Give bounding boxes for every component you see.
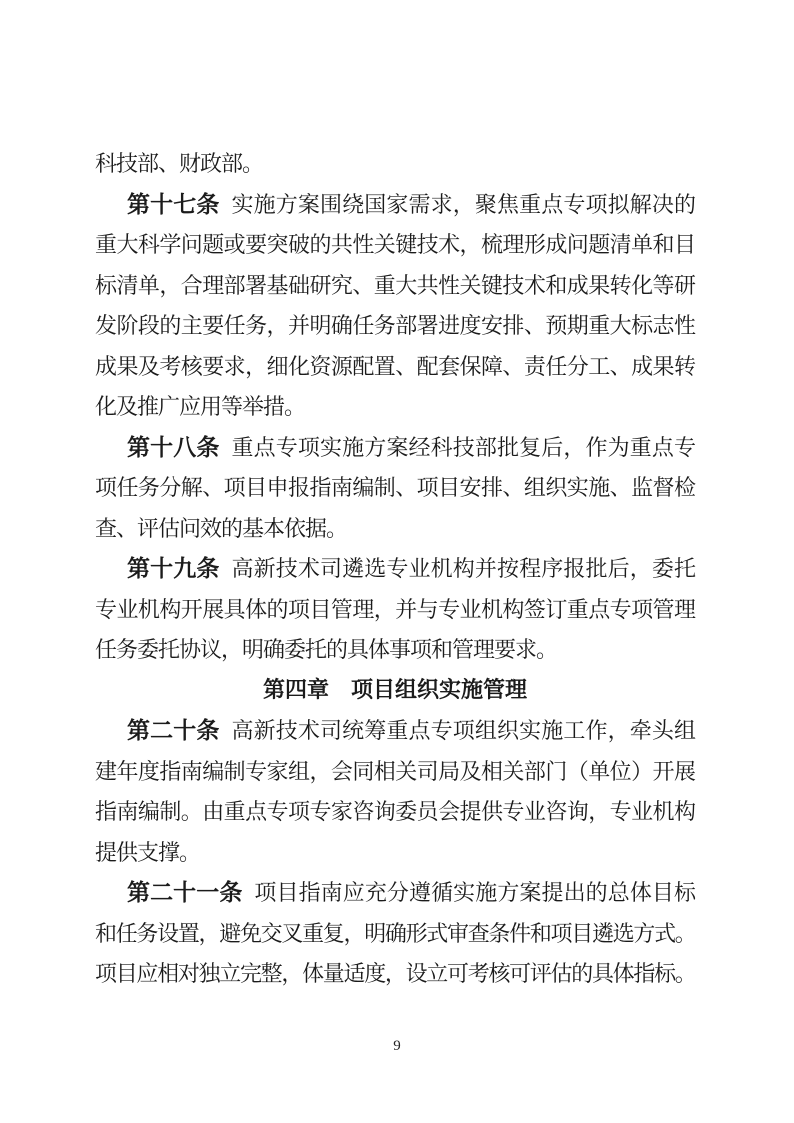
line-text: 重点专项实施方案经科技部批复后，作为重点专 bbox=[231, 434, 695, 460]
text-line bbox=[95, 185, 695, 226]
chapter-heading: 第四章 项目组织实施管理 bbox=[262, 677, 527, 703]
line-text: 项目应相对独立完整，体量适度，设立可考核可评估的具体指标。 bbox=[95, 961, 695, 986]
line-text: 标清单，合理部署基础研究、重大共性关键技术和成果转化等研 bbox=[95, 272, 695, 298]
line-text: 实施方案围绕国家需求，聚焦重点专项拟解决的 bbox=[231, 191, 695, 217]
text-line bbox=[95, 752, 695, 793]
line-text: 化及推广应用等举措。 bbox=[95, 394, 306, 419]
document-body-text bbox=[95, 144, 695, 995]
text-line bbox=[95, 792, 695, 833]
line-text: 建年度指南编制专家组，会同相关司局及相关部门（单位）开展 bbox=[95, 758, 695, 784]
text-line bbox=[95, 549, 695, 590]
text-line bbox=[95, 509, 695, 550]
article-number: 第十七条 bbox=[127, 191, 220, 217]
text-line bbox=[95, 266, 695, 307]
article-number: 第十八条 bbox=[127, 434, 220, 460]
article-number: 第二十条 bbox=[127, 718, 220, 743]
text-line bbox=[95, 711, 695, 752]
text-line bbox=[95, 954, 695, 995]
text-line bbox=[95, 590, 695, 631]
line-text: 项任务分解、项目申报指南编制、项目安排、组织实施、监督检 bbox=[95, 475, 695, 500]
text-line bbox=[95, 873, 695, 914]
text-line bbox=[95, 914, 695, 955]
text-line bbox=[95, 144, 695, 185]
text-line bbox=[95, 347, 695, 388]
line-text: 成果及考核要求，细化资源配置、配套保障、责任分工、成果转 bbox=[95, 353, 695, 379]
page-number: 9 bbox=[393, 1038, 401, 1054]
line-text: 高新技术司统筹重点专项组织实施工作，牵头组 bbox=[231, 718, 695, 743]
line-text: 项目指南应充分遵循实施方案提出的总体目标 bbox=[254, 880, 695, 905]
text-line bbox=[95, 225, 695, 266]
line-text: 任务委托协议，明确委托的具体事项和管理要求。 bbox=[95, 637, 558, 662]
text-line bbox=[95, 306, 695, 347]
text-line bbox=[95, 387, 695, 428]
article-number: 第十九条 bbox=[127, 556, 220, 581]
text-line bbox=[95, 428, 695, 469]
line-text: 提供支撑。 bbox=[95, 839, 201, 865]
text-line bbox=[95, 468, 695, 509]
line-text: 高新技术司遴选专业机构并按程序报批后，委托 bbox=[231, 556, 695, 581]
article-number: 第二十一条 bbox=[127, 880, 243, 905]
line-text: 专业机构开展具体的项目管理，并与专业机构签订重点专项管理 bbox=[95, 596, 695, 622]
line-text: 和任务设置，避免交叉重复，明确形式审查条件和项目遴选方式。 bbox=[95, 920, 695, 946]
line-text: 发阶段的主要任务，并明确任务部署进度安排、预期重大标志性 bbox=[95, 313, 695, 338]
line-text: 重大科学问题或要突破的共性关键技术，梳理形成问题清单和目 bbox=[95, 232, 695, 257]
line-text: 指南编制。由重点专项专家咨询委员会提供专业咨询，专业机构 bbox=[95, 799, 695, 824]
line-text: 查、评估问效的基本依据。 bbox=[95, 515, 348, 541]
text-line bbox=[95, 833, 695, 874]
line-text: 科技部、财政部。 bbox=[95, 151, 264, 176]
text-line bbox=[95, 630, 695, 671]
